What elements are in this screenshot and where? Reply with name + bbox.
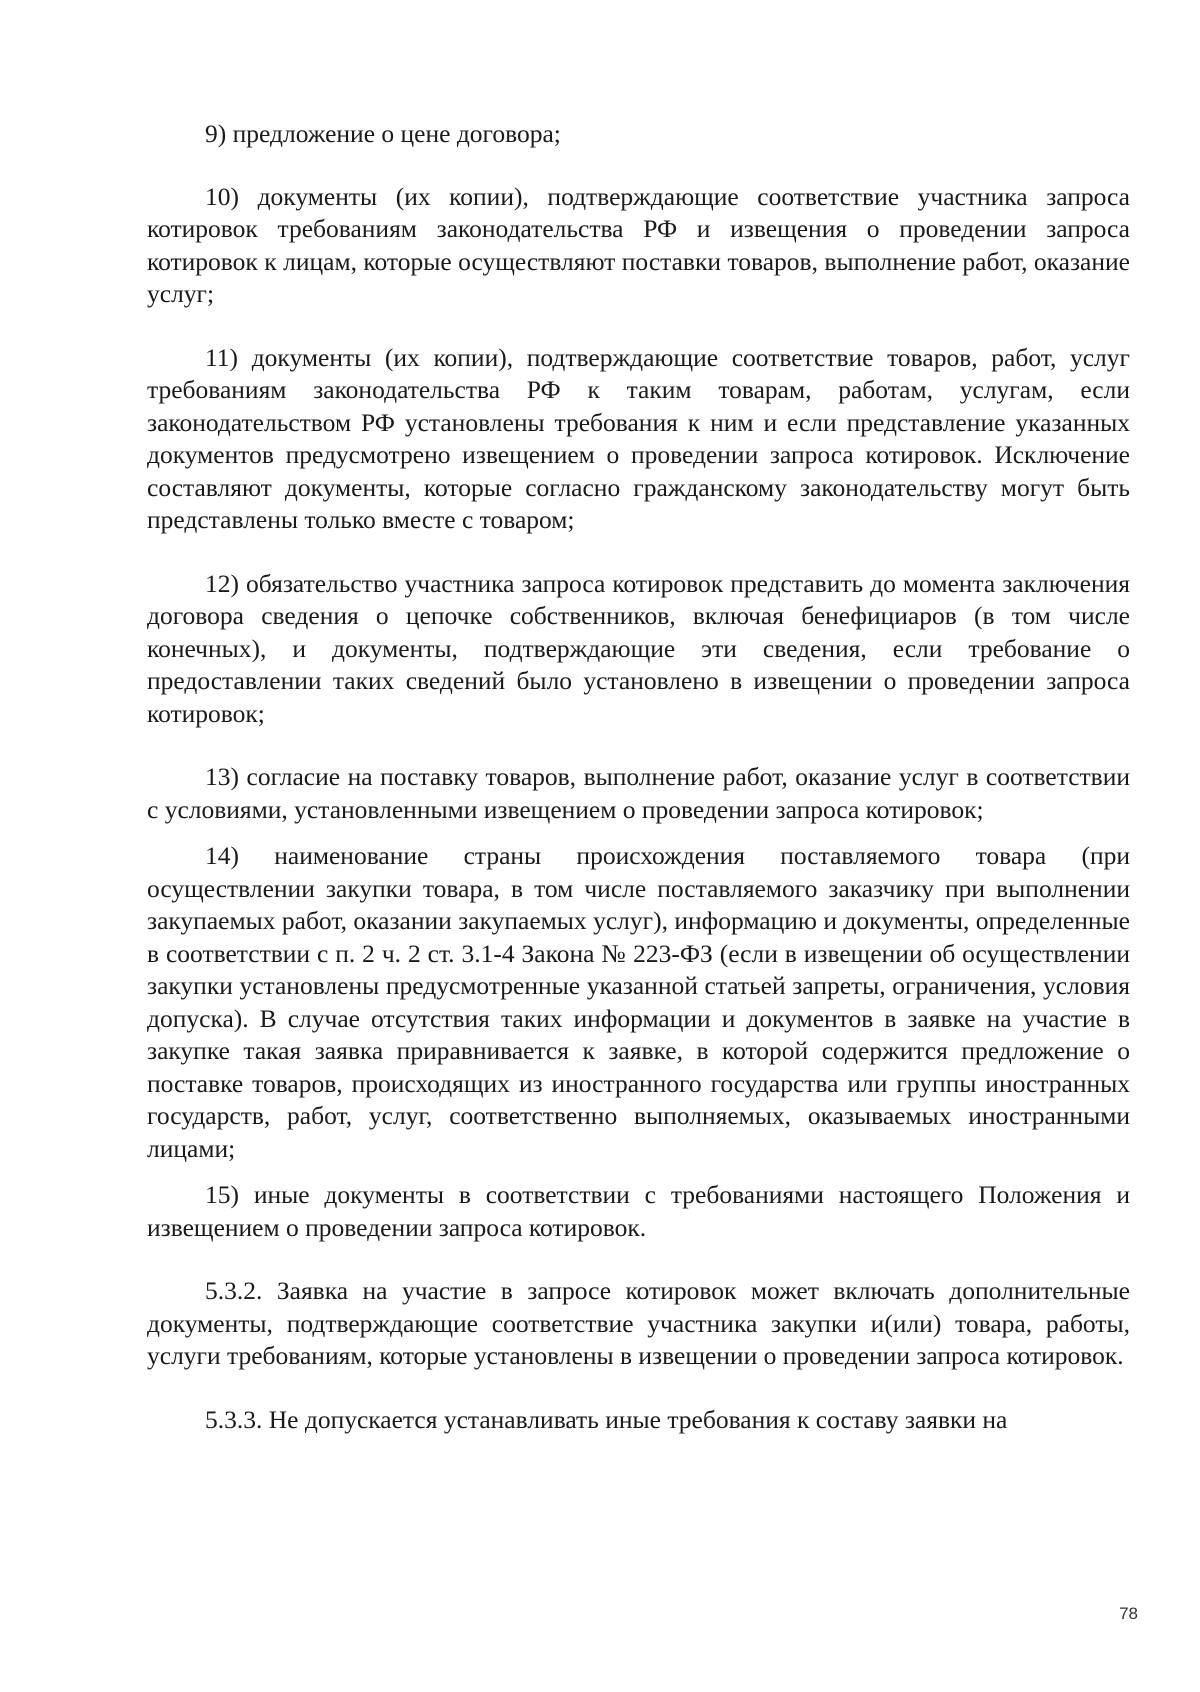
document-body	[147, 118, 1130, 1436]
clause-5-3-2: 5.3.2. Заявка на участие в запросе котировок может включать дополнительные документы, подтверждающие соответствие участника закупки и(или) товара, работы, услуги требованиям, которые установлены в извещении о проведении запроса котировок.	[147, 1276, 1130, 1370]
list-item-12: 12) обязательство участника запроса котировок представить до момента заключения договора сведения о цепочке собственников, включая бенефициаров (в том числе конечных), и документы, подтверждающие эти сведения, если требование о предоставлении таких сведений было установлено в извещении о проведении запроса котировок;	[147, 568, 1130, 728]
page-number: 78	[1119, 1604, 1138, 1623]
list-item-13: 13) согласие на поставку товаров, выполнение работ, оказание услуг в соответствии с условиями, установленными извещением о проведении запроса котировок;	[147, 762, 1130, 824]
list-item-9: 9) предложение о цене договора;	[205, 119, 561, 148]
list-item-11: 11) документы (их копии), подтверждающие соответствие товаров, работ, услуг требованиям законодательства РФ к таким товарам, работам, услугам, если законодательством РФ установлены требования к ним и если представление указанных документов предусмотрено извещением о проведении запроса котировок. Исключение составляют документы, которые согласно гражданскому законодательству могут быть представлены только вместе с товаром;	[147, 342, 1130, 534]
clause-5-3-3: 5.3.3. Не допускается устанавливать иные требования к составу заявки на	[205, 1404, 1008, 1434]
list-item-15: 15) иные документы в соответствии с требованиями настоящего Положения и извещением о проведении запроса котировок.	[147, 1180, 1130, 1242]
list-item-10: 10) документы (их копии), подтверждающие соответствие участника запроса котировок требованиям законодательства РФ и извещения о проведении запроса котировок к лицам, которые осуществляют поставки товаров, выполнение работ, оказание услуг;	[147, 181, 1130, 308]
list-item-14: 14) наименование страны происхождения поставляемого товара (при осуществлении закупки товара, в том числе поставляемого заказчику при выполнении закупаемых работ, оказании закупаемых услуг), информацию и документы, определенные в соответствии с п. 2 ч. 2 ст. 3.1-4 Закона № 223-ФЗ (если в извещении об осуществлении закупки установлены предусмотренные указанной статьей запреты, ограничения, условия допуска). В случае отсутствия таких информации и документов в заявке на участие в закупке такая заявка приравнивается к заявке, в которой содержится предложение о поставке товаров, происходящих из иностранного государства или группы иностранных государств, работ, услуг, соответственно выполняемых, оказываемых иностранными лицами;	[147, 841, 1130, 1163]
